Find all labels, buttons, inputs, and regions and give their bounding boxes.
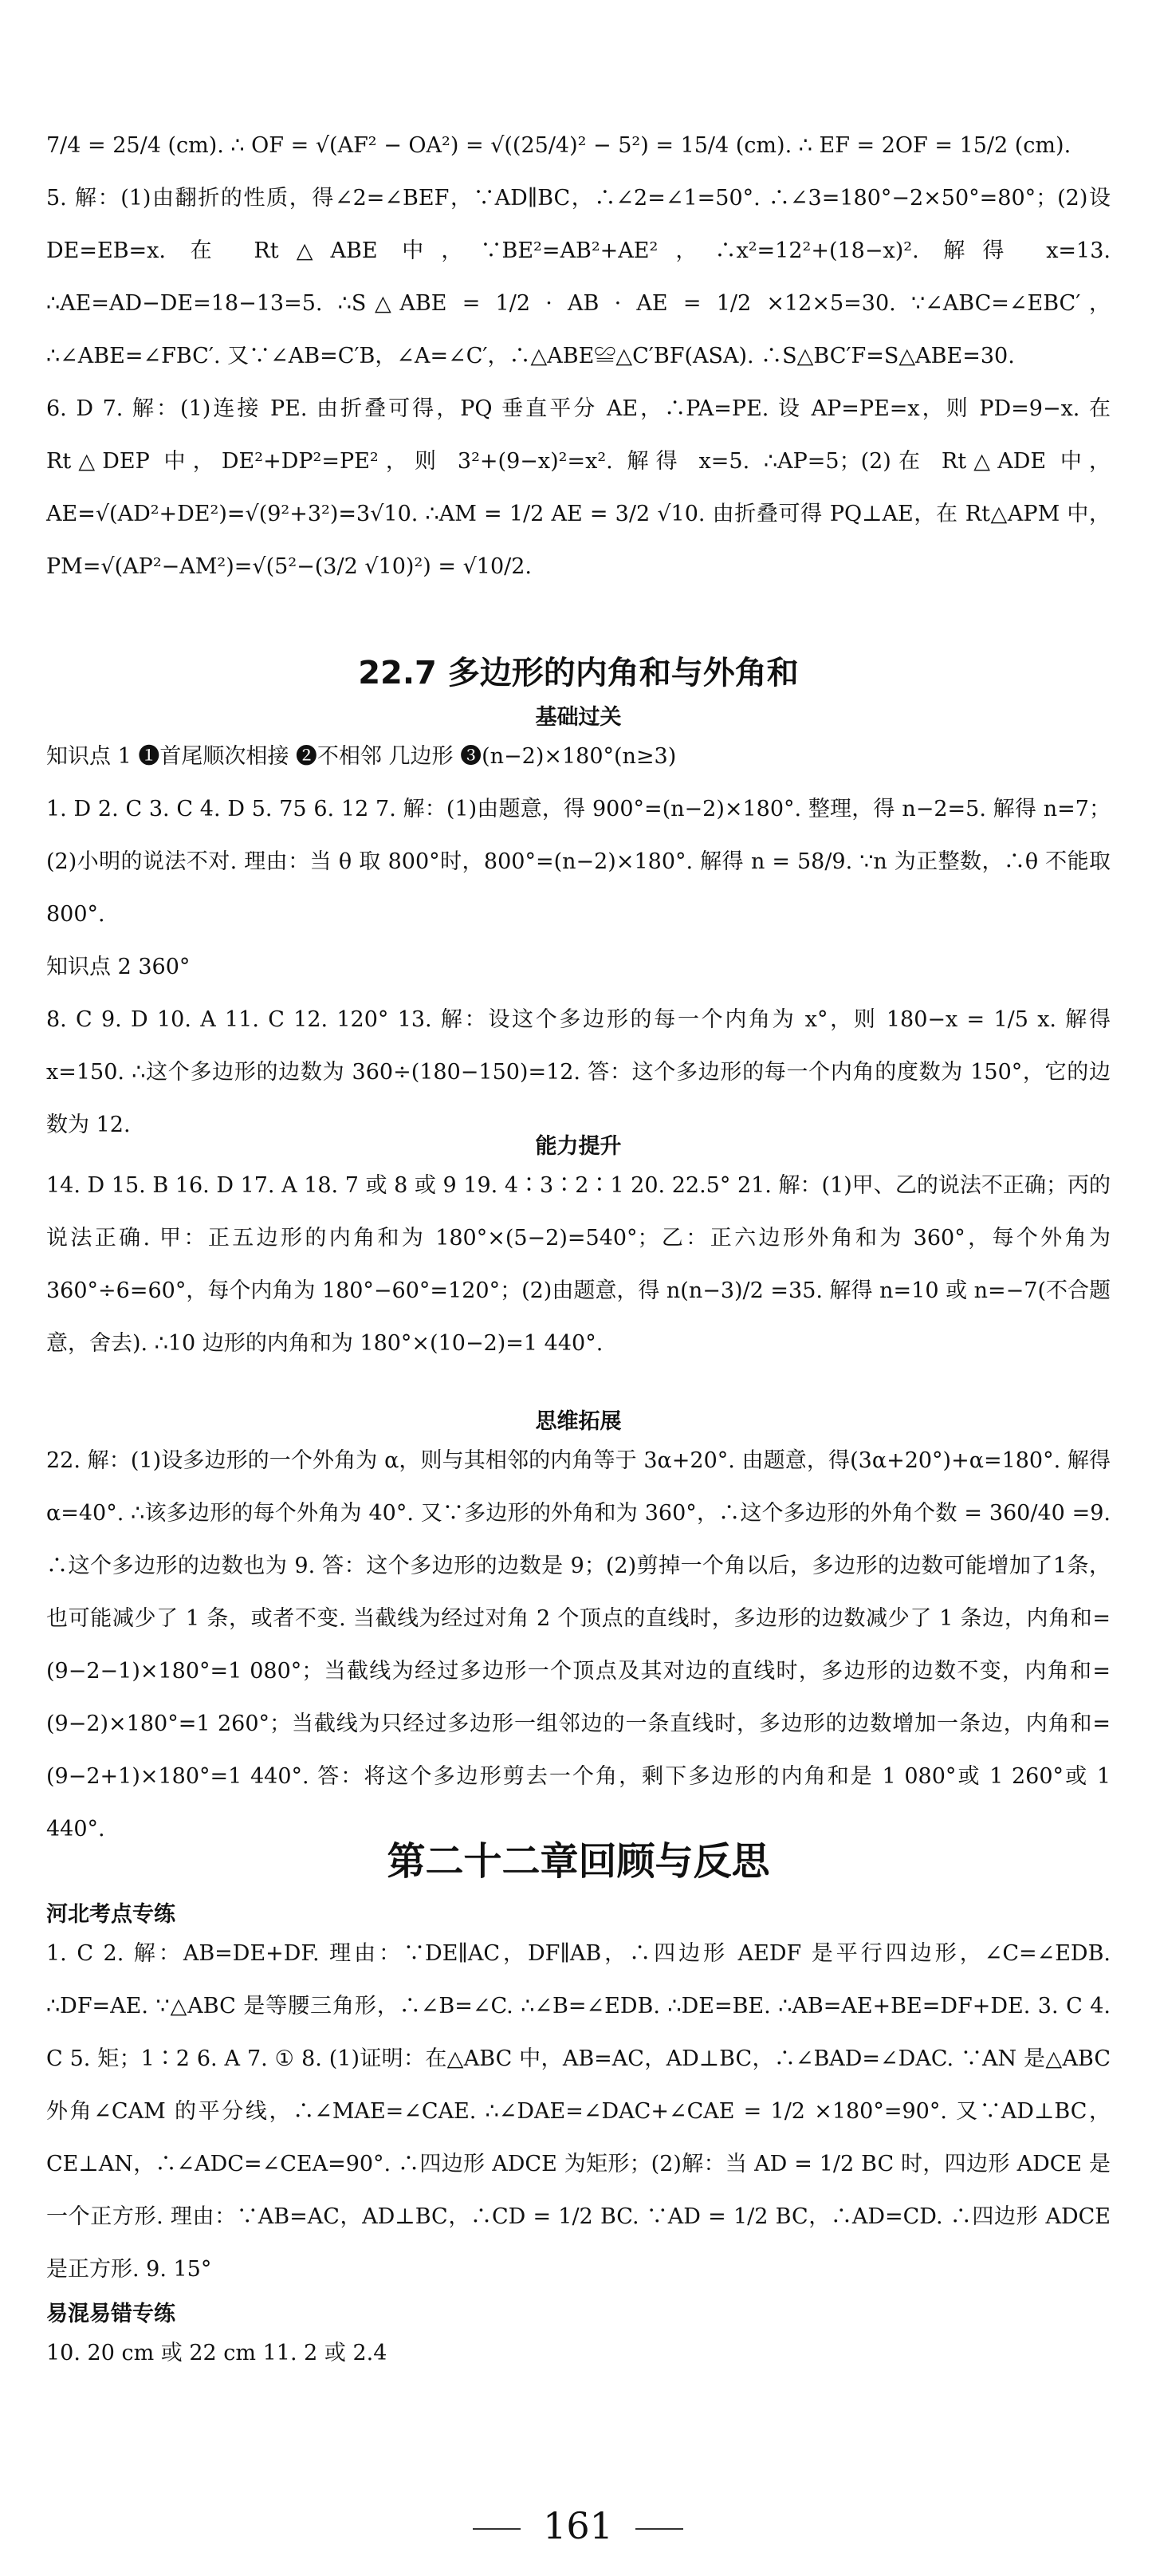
chapter-title: 第二十二章回顾与反思	[387, 1839, 770, 1884]
chapter-review	[46, 1830, 1111, 2380]
footer-dash	[635, 2528, 683, 2530]
answer-paragraph: 5. 解：(1)由翻折的性质，得∠2=∠BEF，∵AD∥BC，∴∠2=∠1=50°. ∴∠3=180°−2×50°=80°；(2)设 DE=EB=x. 在 Rt△ABE 中，∵BE²=AB²+AE²，∴x²=12²+(18−x)². 解得 x=13. ∴AE=AD−DE=18−13=5. ∴S△ABE = 1/2 · AB · AE = 1/2 ×12×5=30. ∵∠ABC=∠EBC′，∴∠ABE=∠FBC′. 又∵∠AB=C′B，∠A=∠C′，∴△ABE≌△C′BF(ASA). ∴S△BC′F=S△ABE=30.	[46, 186, 1111, 368]
answer-paragraph: 知识点 1 ❶首尾顺次相接 ❷不相邻 几边形 ❸(n−2)×180°(n≥3)	[46, 744, 677, 769]
answer-paragraph: 8. C 9. D 10. A 11. C 12. 120° 13. 解：设这个多边形的每一个内角为 x°，则 180−x = 1/5 x. 解得 x=150. ∴这个多边形的边数为 360÷(180−150)=12. 答：这个多边形的每一个内角的度数为 150°，它的边数为 12.	[46, 1007, 1111, 1137]
answer-paragraph: 7/4 = 25/4 (cm). ∴ OF = √(AF² − OA²) = √((25/4)² − 5²) = 15/4 (cm). ∴ EF = 2OF = 15/2 (cm).	[46, 133, 1071, 158]
answer-paragraph: 14. D 15. B 16. D 17. A 18. 7 或 8 或 9 19. 4∶3∶2∶1 20. 22.5° 21. 解：(1)甲、乙的说法不正确；丙的说法正确. 甲：正五边形的内角和为 180°×(5−2)=540°；乙：正六边形外角和为 360°，每个外角为 360°÷6=60°，每个内角为 180°−60°=120°；(2)由题意，得 n(n−3)/2 =35. 解得 n=10 或 n=−7(不合题意，舍去). ∴10 边形的内角和为 180°×(10−2)=1 440°.	[46, 1173, 1111, 1356]
answer-paragraph: 6. D 7. 解：(1)连接 PE. 由折叠可得，PQ 垂直平分 AE，∴PA=PE. 设 AP=PE=x，则 PD=9−x. 在 Rt△DEP 中，DE²+DP²=PE²，则 3²+(9−x)²=x². 解得 x=5. ∴AP=5；(2)在 Rt△ADE 中，AE=√(AD²+DE²)=√(9²+3²)=3√10. ∴AM = 1/2 AE = 3/2 √10. 由折叠可得 PQ⊥AE，在 Rt△APM 中，PM=√(AP²−AM²)=√(5²−(3/2 √10)²) = √10/2.	[46, 396, 1111, 579]
answer-paragraph: 1. C 2. 解：AB=DE+DF. 理由：∵DE∥AC，DF∥AB，∴四边形 AEDF 是平行四边形，∠C=∠EDB. ∴DF=AE. ∵△ABC 是等腰三角形，∴∠B=∠C. ∴∠B=∠EDB. ∴DE=BE. ∴AB=AE+BE=DF+DE. 3. C 4. C 5. 矩；1∶2 6. A 7. ① 8. (1)证明：在△ABC 中，AB=AC，AD⊥BC，∴∠BAD=∠DAC. ∵AN 是△ABC 外角∠CAM 的平分线，∴∠MAE=∠CAE. ∴∠DAE=∠DAC+∠CAE = 1/2 ×180°=90°. 又∵AD⊥BC，CE⊥AN，∴∠ADC=∠CEA=90°. ∴四边形 ADCE 为矩形；(2)解：当 AD = 1/2 BC 时，四边形 ADCE 是一个正方形. 理由：∵AB=AC，AD⊥BC，∴CD = 1/2 BC. ∵AD = 1/2 BC，∴AD=CD. ∴四边形 ADCE 是正方形. 9. 15°	[46, 1941, 1111, 2282]
answer-paragraph: 10. 20 cm 或 22 cm 11. 2 或 2.4	[46, 2341, 387, 2365]
footer-dash	[473, 2528, 521, 2530]
subsection-heading: 基础过关	[535, 705, 622, 730]
answer-paragraph: 22. 解：(1)设多边形的一个外角为 α，则与其相邻的内角等于 3α+20°. 由题意，得(3α+20°)+α=180°. 解得 α=40°. ∴该多边形的每个外角为 40°. 又∵多边形的外角和为 360°，∴这个多边形的外角个数 = 360/40 =9. ∴这个多边形的边数也为 9. 答：这个多边形的边数是 9；(2)剪掉一个角以后，多边形的边数可能增加了1条，也可能减少了 1 条，或者不变. 当截线为经过对角 2 个顶点的直线时，多边形的边数减少了 1 条边，内角和=(9−2−1)×180°=1 080°；当截线为经过多边形一个顶点及其对边的直线时，多边形的边数不变，内角和=(9−2)×180°=1 260°；当截线为只经过多边形一组邻边的一条直线时，多边形的边数增加一条边，内角和=(9−2+1)×180°=1 440°. 答：将这个多边形剪去一个角，剩下多边形的内角和是 1 080°或 1 260°或 1 440°.	[46, 1448, 1111, 1841]
section-title: 22.7 多边形的内角和与外角和	[358, 655, 799, 691]
page-number-footer	[0, 2504, 1156, 2547]
ability-section	[46, 1128, 1111, 1370]
subsection-heading: 易混易错专练	[46, 2302, 175, 2326]
continued-answers	[46, 120, 1111, 593]
subsection-heading: 思维拓展	[535, 1409, 622, 1434]
subsection-heading: 能力提升	[535, 1134, 622, 1159]
page-number: 161	[543, 2504, 613, 2547]
section-22-7	[46, 648, 1111, 1152]
answer-paragraph: 1. D 2. C 3. C 4. D 5. 75 6. 12 7. 解：(1)由题意，得 900°=(n−2)×180°. 整理，得 n−2=5. 解得 n=7；(2)小明的说法不对. 理由：当 θ 取 800°时，800°=(n−2)×180°. 解得 n = 58/9. ∵n 为正整数，∴θ 不能取 800°.	[46, 797, 1111, 927]
subsection-heading: 河北考点专练	[46, 1902, 175, 1927]
thinking-section	[46, 1404, 1111, 1856]
answer-paragraph: 知识点 2 360°	[46, 955, 191, 979]
